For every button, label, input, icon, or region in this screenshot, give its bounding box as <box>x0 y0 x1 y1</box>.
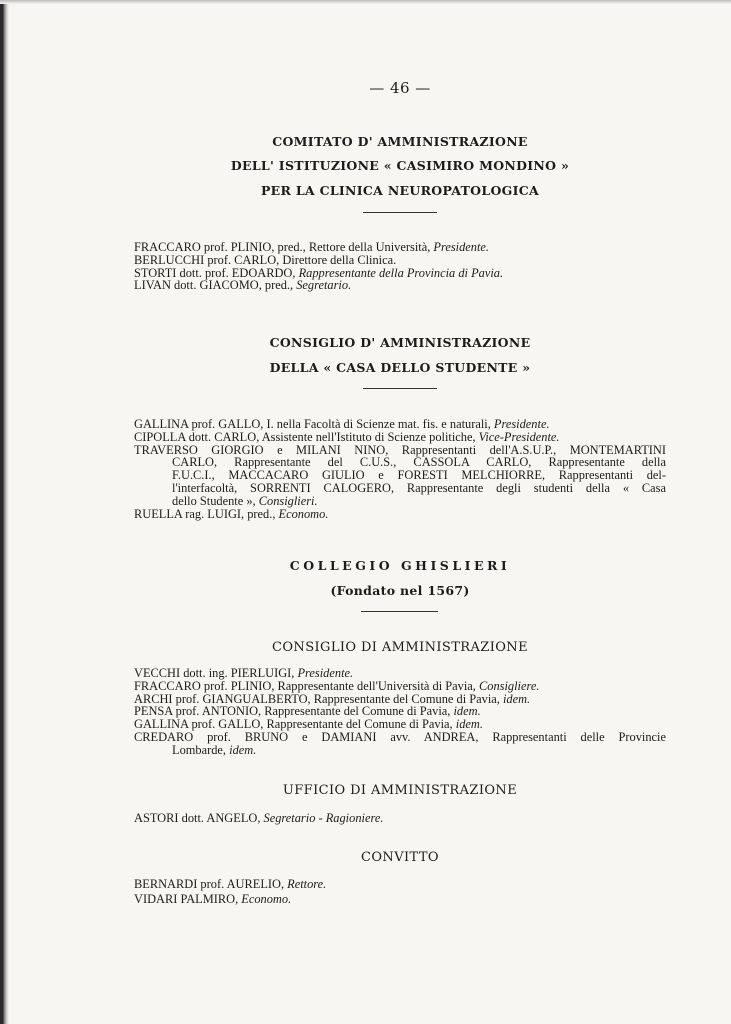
section2-member-1: GALLINA prof. GALLO, I. nella Facoltà di Scienze mat. fis. e naturali, Presidente. <box>134 417 550 431</box>
section2-member-3-line-3: F.U.C.I., MACCACARO GIULIO e FORESTI MELCHIORRE, Rappresentanti del- <box>172 468 666 483</box>
section4-member-2: FRACCARO prof. PLINIO, Rappresentante dell'Università di Pavia, Consigliere. <box>134 678 540 693</box>
section3-divider <box>361 611 438 612</box>
page-binding-edge <box>0 0 9 1024</box>
section1-member-4: LIVAN dott. GIACOMO, pred., Segretario. <box>134 278 352 293</box>
section1-member-2: BERLUCCHI prof. CARLO, Direttore della Clinica. <box>134 252 397 267</box>
section6-member-2: VIDARI PALMIRO, Economo. <box>134 892 292 906</box>
section2-divider <box>363 388 437 389</box>
section4-member-1: VECCHI dott. ing. PIERLUIGI, Presidente. <box>134 666 354 680</box>
section6-members <box>134 877 666 907</box>
section2-members <box>134 418 666 520</box>
section1-member-1: FRACCARO prof. PLINIO, pred., Rettore della Università, Presidente. <box>134 240 490 254</box>
section2-member-4: RUELLA rag. LUIGI, pred., Economo. <box>134 506 329 521</box>
section5-member-1: ASTORI dott. ANGELO, Segretario - Ragioniere. <box>134 811 384 825</box>
section6-title: CONVITTO <box>361 850 439 865</box>
section6-member-1: BERNARDI prof. AURELIO, Rettore. <box>134 877 327 891</box>
section1-title-line-3: PER LA CLINICA NEUROPATOLOGICA <box>260 183 540 198</box>
section1-title-line-1: COMITATO D' AMMINISTRAZIONE <box>272 134 528 149</box>
section2-member-3-line-4: l'interfacoltà, SORRENTI CALOGERO, Rappresentante degli studenti della « Casa <box>172 480 666 495</box>
section4-member-5: GALLINA prof. GALLO, Rappresentante del Comune di Pavia, idem. <box>134 717 483 732</box>
section2-member-3-line-5: dello Studente », Consiglieri. <box>172 493 318 508</box>
section2-member-3-line-1: TRAVERSO GIORGIO e MILANI NINO, Rappresentanti dell'A.S.U.P., MONTEMARTINI <box>134 442 666 457</box>
section5-title: UFFICIO DI AMMINISTRAZIONE <box>282 783 518 798</box>
section4-member-6-line-2: Lombarde, idem. <box>172 742 257 757</box>
page-number: — 46 — <box>369 79 431 97</box>
section4-title: CONSIGLIO DI AMMINISTRAZIONE <box>272 640 528 655</box>
section2-member-2: CIPOLLA dott. CARLO, Assistente nell'Istituto di Scienze politiche, Vice-Presidente. <box>134 429 560 444</box>
section5-members <box>134 812 666 825</box>
section3-subtitle: (Fondato nel 1567) <box>330 583 470 598</box>
section1-title-line-2: DELL' ISTITUZIONE « CASIMIRO MONDINO » <box>230 158 570 173</box>
section2-member-3-line-2: CARLO, Rappresentante del C.U.S., CASSOLA CARLO, Rappresentante della <box>172 455 666 470</box>
section4-member-3: ARCHI prof. GIANGUALBERTO, Rappresentante del Comune di Pavia, idem. <box>134 691 531 706</box>
section4-member-4: PENSA prof. ANTONIO, Rappresentante del Comune di Pavia, idem. <box>134 704 481 719</box>
section1-member-3: STORTI dott. prof. EDOARDO, Rappresentante della Provincia di Pavia. <box>134 265 504 280</box>
section1-members <box>134 241 666 292</box>
section3-title: COLLEGIO GHISLIERI <box>289 558 511 573</box>
page-top-edge <box>0 0 731 4</box>
section4-member-6-line-1: CREDARO prof. BRUNO e DAMIANI avv. ANDREA, Rappresentanti delle Provincie <box>134 729 666 744</box>
section2-title-line-2: DELLA « CASA DELLO STUDENTE » <box>269 360 531 375</box>
section2-title-line-1: CONSIGLIO D' AMMINISTRAZIONE <box>269 335 531 350</box>
section4-members <box>134 667 666 757</box>
section1-divider <box>363 212 437 213</box>
